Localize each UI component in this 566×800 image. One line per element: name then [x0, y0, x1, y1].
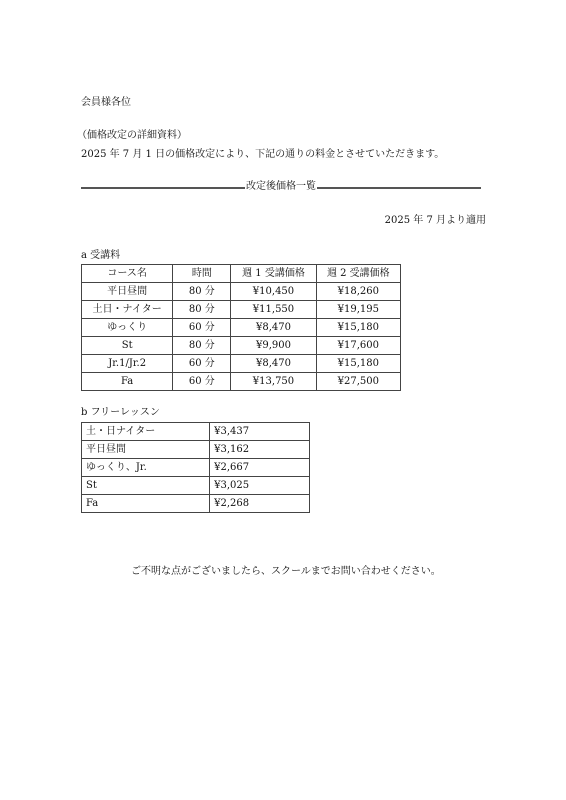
cell-weekly-2: ¥15,180: [316, 355, 400, 373]
cell-lesson: Fa: [82, 495, 210, 513]
cell-time: 80 分: [173, 301, 231, 319]
cell-lesson: 平日昼間: [82, 441, 210, 459]
table-row: [82, 337, 401, 355]
table-header-row: [82, 265, 401, 283]
cell-weekly-1: ¥11,550: [231, 301, 316, 319]
effective-date: 2025 年 7 月より適用: [384, 215, 486, 226]
table-row: [82, 423, 310, 441]
table-row: [82, 495, 310, 513]
cell-weekly-1: ¥10,450: [231, 283, 316, 301]
table-row: [82, 459, 310, 477]
cell-price: ¥2,268: [210, 495, 310, 513]
cell-time: 80 分: [173, 337, 231, 355]
contact-note: ご不明な点がございましたら、スクールまでお問い合わせください。: [131, 566, 441, 577]
salutation: 会員様各位: [81, 97, 131, 108]
cell-price: ¥3,437: [210, 423, 310, 441]
table-row: [82, 283, 401, 301]
header-weekly-2: 週 2 受講価格: [316, 265, 400, 283]
cell-course: 平日昼間: [82, 283, 173, 301]
cell-time: 60 分: [173, 373, 231, 391]
divider-line-left: [81, 187, 245, 189]
cell-lesson: St: [82, 477, 210, 495]
free-lesson-table: [81, 422, 310, 513]
cell-course: 土日・ナイター: [82, 301, 173, 319]
cell-lesson: ゆっくり、Jr.: [82, 459, 210, 477]
cell-weekly-1: ¥13,750: [231, 373, 316, 391]
cell-price: ¥3,025: [210, 477, 310, 495]
cell-lesson: 土・日ナイター: [82, 423, 210, 441]
header-weekly-1: 週 1 受講価格: [231, 265, 316, 283]
cell-weekly-2: ¥17,600: [316, 337, 400, 355]
cell-weekly-1: ¥8,470: [231, 319, 316, 337]
section-a-title: a 受講料: [81, 250, 121, 261]
price-list-divider: [81, 180, 481, 194]
header-course: コース名: [82, 265, 173, 283]
cell-weekly-1: ¥8,470: [231, 355, 316, 373]
table-row: [82, 441, 310, 459]
cell-weekly-1: ¥9,900: [231, 337, 316, 355]
table-row: [82, 373, 401, 391]
table-row: [82, 319, 401, 337]
cell-course: ゆっくり: [82, 319, 173, 337]
divider-label: 改定後価格一覧: [246, 181, 316, 192]
header-time: 時間: [173, 265, 231, 283]
intro-text: 2025 年 7 月 1 日の価格改定により、下記の通りの料金とさせていただきます。: [81, 149, 445, 160]
cell-time: 60 分: [173, 319, 231, 337]
tuition-table: [81, 264, 401, 391]
cell-price: ¥2,667: [210, 459, 310, 477]
section-b-title: b フリーレッスン: [81, 407, 160, 418]
cell-course: Fa: [82, 373, 173, 391]
cell-weekly-2: ¥19,195: [316, 301, 400, 319]
cell-price: ¥3,162: [210, 441, 310, 459]
table-row: [82, 355, 401, 373]
cell-time: 60 分: [173, 355, 231, 373]
divider-line-right: [317, 187, 481, 189]
cell-weekly-2: ¥18,260: [316, 283, 400, 301]
cell-course: Jr.1/Jr.2: [82, 355, 173, 373]
cell-weekly-2: ¥15,180: [316, 319, 400, 337]
table-row: [82, 477, 310, 495]
cell-course: St: [82, 337, 173, 355]
table-row: [82, 301, 401, 319]
detail-title: （価格改定の詳細資料）: [77, 130, 187, 141]
cell-weekly-2: ¥27,500: [316, 373, 400, 391]
cell-time: 80 分: [173, 283, 231, 301]
